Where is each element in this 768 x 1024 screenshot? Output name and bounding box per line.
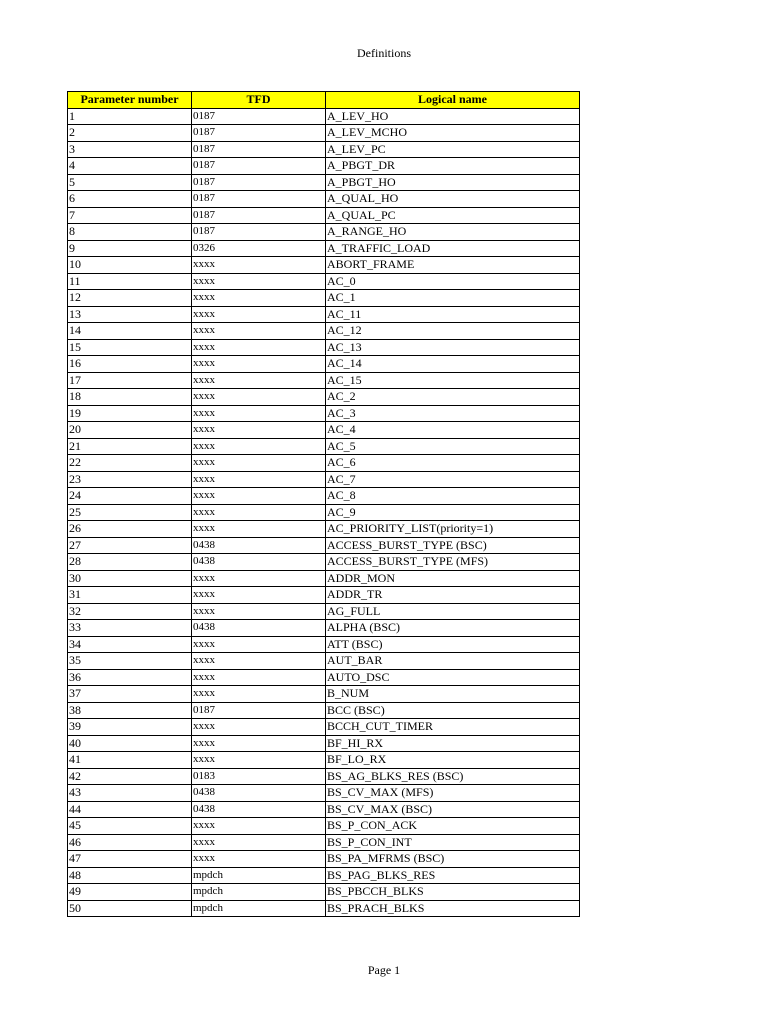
parameter-number-cell: 16 <box>68 356 192 373</box>
table-row <box>68 372 580 389</box>
parameter-number-cell: 4 <box>68 158 192 175</box>
logical-name-cell: ATT (BSC) <box>326 636 580 653</box>
logical-name-cell: BS_CV_MAX (MFS) <box>326 785 580 802</box>
logical-name-cell: BS_P_CON_INT <box>326 834 580 851</box>
parameter-number-cell: 19 <box>68 405 192 422</box>
parameter-number-cell: 42 <box>68 768 192 785</box>
parameter-number-cell: 6 <box>68 191 192 208</box>
logical-name-cell: AC_8 <box>326 488 580 505</box>
tfd-cell: xxxx <box>192 323 326 340</box>
tfd-cell: 0438 <box>192 554 326 571</box>
logical-name-cell: ABORT_FRAME <box>326 257 580 274</box>
parameter-number-cell: 17 <box>68 372 192 389</box>
header-tfd: TFD <box>192 92 326 109</box>
table-row <box>68 570 580 587</box>
table-row <box>68 669 580 686</box>
tfd-cell: xxxx <box>192 653 326 670</box>
tfd-cell: 0438 <box>192 620 326 637</box>
parameter-number-cell: 30 <box>68 570 192 587</box>
tfd-cell: 0326 <box>192 240 326 257</box>
logical-name-cell: BS_AG_BLKS_RES (BSC) <box>326 768 580 785</box>
parameter-number-cell: 9 <box>68 240 192 257</box>
parameter-number-cell: 14 <box>68 323 192 340</box>
tfd-cell: xxxx <box>192 818 326 835</box>
tfd-cell: xxxx <box>192 587 326 604</box>
logical-name-cell: BS_PBCCH_BLKS <box>326 884 580 901</box>
tfd-cell: xxxx <box>192 669 326 686</box>
definitions-table <box>67 91 580 917</box>
tfd-cell: 0187 <box>192 191 326 208</box>
logical-name-cell: AC_15 <box>326 372 580 389</box>
parameter-number-cell: 36 <box>68 669 192 686</box>
table-body <box>68 108 580 917</box>
parameter-number-cell: 32 <box>68 603 192 620</box>
tfd-cell: 0183 <box>192 768 326 785</box>
table-row <box>68 735 580 752</box>
parameter-number-cell: 44 <box>68 801 192 818</box>
tfd-cell: mpdch <box>192 900 326 917</box>
table-row <box>68 719 580 736</box>
parameter-number-cell: 22 <box>68 455 192 472</box>
table-row <box>68 240 580 257</box>
table-row <box>68 801 580 818</box>
logical-name-cell: BS_PA_MFRMS (BSC) <box>326 851 580 868</box>
logical-name-cell: AC_6 <box>326 455 580 472</box>
logical-name-cell: AC_9 <box>326 504 580 521</box>
parameter-number-cell: 21 <box>68 438 192 455</box>
tfd-cell: 0187 <box>192 125 326 142</box>
parameter-number-cell: 46 <box>68 834 192 851</box>
tfd-cell: xxxx <box>192 686 326 703</box>
table-row <box>68 174 580 191</box>
parameter-number-cell: 15 <box>68 339 192 356</box>
table-row <box>68 636 580 653</box>
table-row <box>68 257 580 274</box>
parameter-number-cell: 28 <box>68 554 192 571</box>
logical-name-cell: A_PBGT_DR <box>326 158 580 175</box>
table-row <box>68 306 580 323</box>
parameter-number-cell: 47 <box>68 851 192 868</box>
table-row <box>68 768 580 785</box>
tfd-cell: xxxx <box>192 339 326 356</box>
table-row <box>68 389 580 406</box>
parameter-number-cell: 1 <box>68 108 192 125</box>
tfd-cell: xxxx <box>192 570 326 587</box>
logical-name-cell: AC_3 <box>326 405 580 422</box>
logical-name-cell: A_LEV_HO <box>326 108 580 125</box>
logical-name-cell: A_LEV_MCHO <box>326 125 580 142</box>
parameter-number-cell: 18 <box>68 389 192 406</box>
parameter-number-cell: 35 <box>68 653 192 670</box>
tfd-cell: 0187 <box>192 141 326 158</box>
parameter-number-cell: 31 <box>68 587 192 604</box>
tfd-cell: xxxx <box>192 389 326 406</box>
parameter-number-cell: 39 <box>68 719 192 736</box>
logical-name-cell: AC_11 <box>326 306 580 323</box>
logical-name-cell: B_NUM <box>326 686 580 703</box>
table-row <box>68 158 580 175</box>
logical-name-cell: ALPHA (BSC) <box>326 620 580 637</box>
tfd-cell: xxxx <box>192 504 326 521</box>
logical-name-cell: BS_CV_MAX (BSC) <box>326 801 580 818</box>
table-row <box>68 273 580 290</box>
table-row <box>68 141 580 158</box>
tfd-cell: xxxx <box>192 273 326 290</box>
table-row <box>68 488 580 505</box>
logical-name-cell: AUT_BAR <box>326 653 580 670</box>
header-parameter-number: Parameter number <box>68 92 192 109</box>
tfd-cell: xxxx <box>192 257 326 274</box>
logical-name-cell: ADDR_MON <box>326 570 580 587</box>
table-row <box>68 884 580 901</box>
parameter-number-cell: 37 <box>68 686 192 703</box>
tfd-cell: xxxx <box>192 405 326 422</box>
logical-name-cell: AC_7 <box>326 471 580 488</box>
logical-name-cell: BCC (BSC) <box>326 702 580 719</box>
table-row <box>68 207 580 224</box>
logical-name-cell: ADDR_TR <box>326 587 580 604</box>
parameter-number-cell: 10 <box>68 257 192 274</box>
table-row <box>68 405 580 422</box>
parameter-number-cell: 49 <box>68 884 192 901</box>
parameter-number-cell: 7 <box>68 207 192 224</box>
table-row <box>68 224 580 241</box>
logical-name-cell: AC_12 <box>326 323 580 340</box>
tfd-cell: 0187 <box>192 158 326 175</box>
tfd-cell: 0187 <box>192 108 326 125</box>
table-row <box>68 455 580 472</box>
logical-name-cell: AUTO_DSC <box>326 669 580 686</box>
parameter-number-cell: 38 <box>68 702 192 719</box>
table-row <box>68 867 580 884</box>
parameter-number-cell: 24 <box>68 488 192 505</box>
logical-name-cell: A_TRAFFIC_LOAD <box>326 240 580 257</box>
parameter-number-cell: 33 <box>68 620 192 637</box>
tfd-cell: xxxx <box>192 603 326 620</box>
tfd-cell: mpdch <box>192 867 326 884</box>
logical-name-cell: AC_PRIORITY_LIST(priority=1) <box>326 521 580 538</box>
parameter-number-cell: 48 <box>68 867 192 884</box>
logical-name-cell: A_PBGT_HO <box>326 174 580 191</box>
tfd-cell: xxxx <box>192 488 326 505</box>
parameter-number-cell: 43 <box>68 785 192 802</box>
parameter-number-cell: 2 <box>68 125 192 142</box>
table-row <box>68 438 580 455</box>
table-row <box>68 900 580 917</box>
table-row <box>68 834 580 851</box>
parameter-number-cell: 13 <box>68 306 192 323</box>
tfd-cell: xxxx <box>192 834 326 851</box>
tfd-cell: 0187 <box>192 207 326 224</box>
tfd-cell: 0438 <box>192 537 326 554</box>
tfd-cell: xxxx <box>192 752 326 769</box>
table-row <box>68 191 580 208</box>
table-row <box>68 323 580 340</box>
logical-name-cell: AC_0 <box>326 273 580 290</box>
logical-name-cell: A_QUAL_PC <box>326 207 580 224</box>
tfd-cell: mpdch <box>192 884 326 901</box>
table-row <box>68 339 580 356</box>
table-row <box>68 587 580 604</box>
parameter-number-cell: 26 <box>68 521 192 538</box>
table-row <box>68 108 580 125</box>
logical-name-cell: BF_LO_RX <box>326 752 580 769</box>
tfd-cell: 0438 <box>192 785 326 802</box>
parameter-number-cell: 23 <box>68 471 192 488</box>
parameter-number-cell: 40 <box>68 735 192 752</box>
table-row <box>68 702 580 719</box>
table-row <box>68 125 580 142</box>
logical-name-cell: BCCH_CUT_TIMER <box>326 719 580 736</box>
tfd-cell: xxxx <box>192 422 326 439</box>
tfd-cell: xxxx <box>192 356 326 373</box>
table-row <box>68 356 580 373</box>
tfd-cell: xxxx <box>192 471 326 488</box>
logical-name-cell: AC_14 <box>326 356 580 373</box>
tfd-cell: xxxx <box>192 851 326 868</box>
parameter-number-cell: 34 <box>68 636 192 653</box>
logical-name-cell: BS_PRACH_BLKS <box>326 900 580 917</box>
logical-name-cell: A_RANGE_HO <box>326 224 580 241</box>
tfd-cell: xxxx <box>192 735 326 752</box>
logical-name-cell: BF_HI_RX <box>326 735 580 752</box>
logical-name-cell: AG_FULL <box>326 603 580 620</box>
table-row <box>68 422 580 439</box>
table-row <box>68 620 580 637</box>
tfd-cell: 0187 <box>192 702 326 719</box>
logical-name-cell: BS_P_CON_ACK <box>326 818 580 835</box>
header-logical-name: Logical name <box>326 92 580 109</box>
logical-name-cell: A_LEV_PC <box>326 141 580 158</box>
table-row <box>68 785 580 802</box>
table-row <box>68 537 580 554</box>
table-row <box>68 554 580 571</box>
table-row <box>68 752 580 769</box>
tfd-cell: 0187 <box>192 224 326 241</box>
tfd-cell: xxxx <box>192 521 326 538</box>
parameter-number-cell: 12 <box>68 290 192 307</box>
table-row <box>68 818 580 835</box>
parameter-number-cell: 45 <box>68 818 192 835</box>
tfd-cell: xxxx <box>192 455 326 472</box>
parameter-number-cell: 25 <box>68 504 192 521</box>
table-row <box>68 504 580 521</box>
logical-name-cell: A_QUAL_HO <box>326 191 580 208</box>
logical-name-cell: AC_2 <box>326 389 580 406</box>
table-row <box>68 290 580 307</box>
page-number: Page 1 <box>367 963 401 977</box>
logical-name-cell: AC_5 <box>326 438 580 455</box>
table-header-row <box>68 92 580 109</box>
parameter-number-cell: 3 <box>68 141 192 158</box>
tfd-cell: xxxx <box>192 290 326 307</box>
document-title: Definitions <box>357 46 411 60</box>
table-row <box>68 521 580 538</box>
logical-name-cell: ACCESS_BURST_TYPE (BSC) <box>326 537 580 554</box>
table-row <box>68 653 580 670</box>
table-row <box>68 603 580 620</box>
table-row <box>68 851 580 868</box>
parameter-number-cell: 8 <box>68 224 192 241</box>
logical-name-cell: BS_PAG_BLKS_RES <box>326 867 580 884</box>
logical-name-cell: ACCESS_BURST_TYPE (MFS) <box>326 554 580 571</box>
logical-name-cell: AC_1 <box>326 290 580 307</box>
logical-name-cell: AC_4 <box>326 422 580 439</box>
tfd-cell: xxxx <box>192 719 326 736</box>
tfd-cell: xxxx <box>192 372 326 389</box>
tfd-cell: 0438 <box>192 801 326 818</box>
parameter-number-cell: 5 <box>68 174 192 191</box>
table-row <box>68 686 580 703</box>
parameter-number-cell: 20 <box>68 422 192 439</box>
tfd-cell: xxxx <box>192 636 326 653</box>
logical-name-cell: AC_13 <box>326 339 580 356</box>
table-row <box>68 471 580 488</box>
parameter-number-cell: 41 <box>68 752 192 769</box>
parameter-number-cell: 11 <box>68 273 192 290</box>
tfd-cell: xxxx <box>192 306 326 323</box>
parameter-number-cell: 50 <box>68 900 192 917</box>
tfd-cell: xxxx <box>192 438 326 455</box>
parameter-number-cell: 27 <box>68 537 192 554</box>
tfd-cell: 0187 <box>192 174 326 191</box>
